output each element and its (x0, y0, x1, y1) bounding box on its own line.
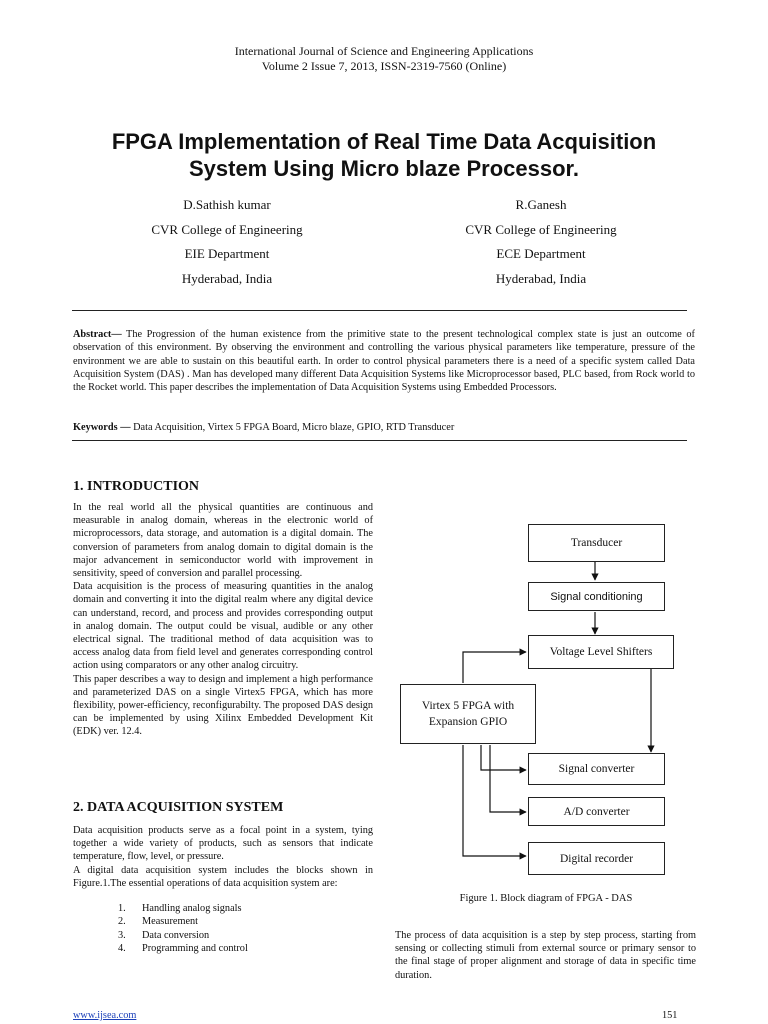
list-item: 3. Data conversion (118, 929, 210, 941)
block-digital-recorder: Digital recorder (528, 842, 665, 875)
arrow-fpga-ad-converter (490, 745, 526, 812)
abstract-text: The Progression of the human existence from the primitive state to the present technological complex state is just an outcome of observation of this environment. By observing the environment and controlling the various physical parameters like temperature, pressure of the environment we are able to sustain on this beautiful earth. In order to control physical parameters there is a need of a specific system called Data Acquisition System (DAS) . Man has developed many different Data Acquisition Systems like Microprocessor based, PLC based, from Rock world to the Rocket world. This paper describes the implementation of Data Acquisition Systems using Embedded Processors. (73, 329, 695, 394)
intro-paragraph-1: In the real world all the physical quantities are continuous and measurable in analog domain, whereas in the electronic world of microprocessors, data storage, and automation is a digital domain. The conversion of parameters from analog domain to digital domain is the major advancement in semiconductor world with improvement in sensitivity, speed of conversion and parallel processing. (73, 502, 373, 580)
fpga-label-line-1: Virtex 5 FPGA with (421, 700, 515, 712)
list-item: 2. Measurement (118, 916, 199, 928)
author-location: Hyderabad, India (495, 270, 587, 286)
keywords-text: Data Acquisition, Virtex 5 FPGA Board, Micro blaze, GPIO, RTD Transducer (130, 422, 455, 433)
right-column-paragraph: The process of data acquisition is a step by step process, starting from sensing or collecting stimuli from external source or primary sensor to the final stage of proper alignment and storage of data in specific time duration. (395, 930, 696, 981)
arrow-fpga-signal-converter (481, 745, 526, 770)
block-ad-converter: A/D converter (528, 797, 665, 826)
title-line-2: System Using Micro blaze Processor. (188, 156, 580, 181)
author-department: ECE Department (496, 246, 586, 261)
author-college: CVR College of Engineering (465, 221, 617, 237)
das-paragraph-2: A digital data acquisition system includes the blocks shown in Figure.1.The essential operations of data acquisition system are: (73, 864, 373, 889)
block-transducer: Transducer (528, 524, 665, 562)
das-paragraph-1: Data acquisition products serve as a focal point in a system, tying together a wide variety of products, such as sensors that indicate temperature, flow, level, or pressure. (73, 825, 373, 863)
keywords-label: Keywords — (73, 422, 131, 433)
journal-website-link[interactable]: www.ijsea.com (73, 1010, 137, 1021)
abstract-label: Abstract— (73, 329, 122, 340)
author-name: R.Ganesh (515, 197, 567, 212)
arrow-fpga-shifters (463, 652, 526, 683)
block-voltage-level-shifters: Voltage Level Shifters (528, 635, 674, 669)
block-signal-converter: Signal converter (528, 753, 665, 785)
arrow-fpga-digital-recorder (463, 745, 526, 856)
fpga-label-line-2: Expansion GPIO (428, 716, 508, 728)
intro-paragraph-2: Data acquisition is the process of measuring quantities in the analog domain and converting it into the digital realm where any digital device can understand, record, and process and provides corresponding output in analog domain. The output could be visual, audible or any other electrical signal. The traditional method of data acquisition was to access analog data from field level and generates corresponding control action using comparators or any other analog circuitry. (73, 581, 373, 672)
title-line-1: FPGA Implementation of Real Time Data Acquisition (111, 129, 657, 154)
journal-name: International Journal of Science and Engineering Applications (234, 44, 534, 58)
list-item: 1. Handling analog signals (118, 903, 242, 914)
section-heading-data-acquisition: 2. DATA ACQUISITION SYSTEM (73, 800, 284, 815)
page-number: 151 (662, 1010, 678, 1021)
author-name: D.Sathish kumar (183, 197, 271, 212)
author-college: CVR College of Engineering (151, 221, 303, 237)
intro-paragraph-3: This paper describes a way to design and implement a high performance and parameterized DAS on a single Virtex5 FPGA, which has more flexibility, power-efficiency, reconfigurabilty. The proposed DAS design can be implemented by using Xilinx Embedded Development Kit (EDK) ver. 12.4. (73, 673, 373, 738)
block-signal-conditioning: Signal conditioning (528, 582, 665, 611)
volume-info: Volume 2 Issue 7, 2013, ISSN-2319-7560 (Online) (261, 59, 507, 73)
author-location: Hyderabad, India (181, 270, 273, 286)
block-fpga (400, 684, 536, 744)
list-item: 4. Programming and control (118, 942, 248, 954)
section-heading-introduction: 1. INTRODUCTION (73, 479, 200, 494)
figure-caption: Figure 1. Block diagram of FPGA - DAS (459, 893, 633, 904)
author-department: EIE Department (184, 246, 270, 261)
